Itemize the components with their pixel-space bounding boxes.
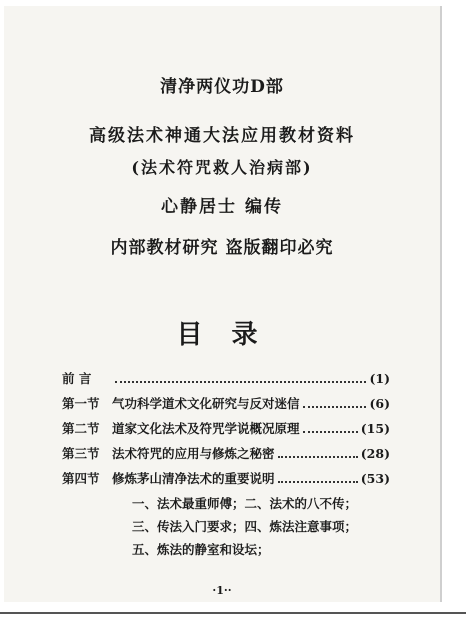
toc-leader-dots <box>303 406 367 408</box>
toc-entry-title: 法术符咒的应用与修炼之秘密 <box>112 446 275 461</box>
toc-section-label: 前 言 <box>62 371 92 386</box>
table-of-contents <box>62 369 390 563</box>
toc-page-number: (15) <box>360 421 390 436</box>
toc-leader-dots <box>115 381 366 383</box>
book-title: 高级法术神通大法应用教材资料 <box>89 126 355 146</box>
toc-leader-dots <box>303 431 358 433</box>
bottom-divider <box>0 612 466 614</box>
toc-leader-dots <box>278 481 358 483</box>
toc-page-number: (28) <box>360 446 390 461</box>
toc-entry <box>62 444 390 469</box>
toc-subsection-line: 一、法术最重师傅；二、法术的八不传； <box>132 496 358 511</box>
toc-entry-title: 修炼茅山清净法术的重要说明 <box>112 471 275 486</box>
toc-entry <box>62 369 390 394</box>
toc-leader-dots <box>278 456 358 458</box>
toc-entry <box>62 394 390 419</box>
toc-entry <box>62 419 390 444</box>
toc-entry-title: 气功科学道术文化研究与反对迷信 <box>112 396 300 411</box>
toc-section-label: 第四节 <box>62 471 100 486</box>
document-page <box>4 6 442 602</box>
series-title: 清净两仪功D部 <box>160 77 284 97</box>
toc-section-label: 第三节 <box>62 446 100 461</box>
toc-entry <box>62 469 390 494</box>
toc-subsection-line: 三、传法入门要求；四、炼法注意事项； <box>132 519 358 534</box>
page-number: ·1·· <box>212 584 232 597</box>
toc-subsection-line: 五、炼法的静室和设坛； <box>132 542 270 557</box>
toc-page-number: (1) <box>369 371 390 386</box>
toc-page-number: (53) <box>360 471 390 486</box>
author-line: 心静居士 编传 <box>161 197 283 217</box>
toc-section-label: 第一节 <box>62 396 100 411</box>
toc-section-label: 第二节 <box>62 421 100 436</box>
toc-page-number: (6) <box>369 396 390 411</box>
copyright-notice: 内部教材研究 盗版翻印必究 <box>110 238 334 258</box>
toc-heading: 目 录 <box>176 320 268 350</box>
book-subtitle: (法术符咒救人治病部) <box>131 158 313 177</box>
toc-entry-title: 道家文化法术及符咒学说概况原理 <box>112 421 300 436</box>
